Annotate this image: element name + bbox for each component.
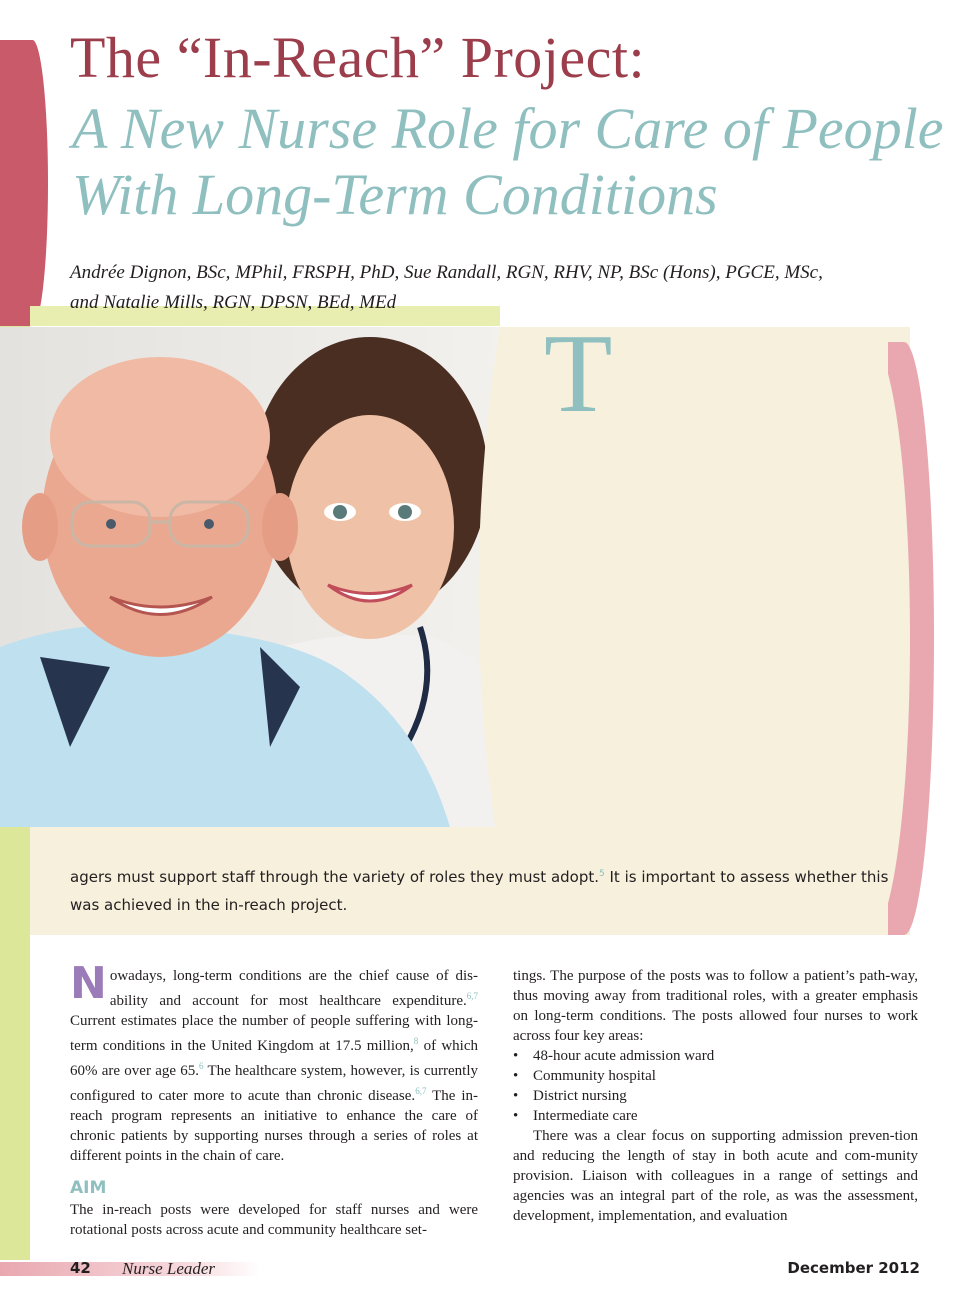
body-paragraph: tings. The purpose of the posts was to follow a patient’s path-way, thus moving away from traditional roles, with a greater emphasis on long-term conditions. The posts allowed four nurses to work across four key areas: [513, 968, 918, 1044]
abstract-text-span: It is important to assess whether this [604, 868, 889, 886]
abstract-line: was achieved in the in-reach project. [70, 896, 348, 914]
list-item: • Community hospital [513, 1066, 918, 1086]
citation: 6 [199, 1061, 204, 1071]
abstract-line [70, 868, 888, 886]
body-paragraph [70, 958, 478, 1166]
body-dropcap: N [70, 958, 107, 1009]
body-paragraph: The in-reach posts were developed for staff nurses and were rotational posts across acute and community healthcare set- [70, 1202, 478, 1238]
left-accent-curve [22, 40, 48, 326]
page-number: 42 [70, 1259, 91, 1277]
title-line-3: With Long-Term Conditions [72, 162, 718, 227]
photo-illustration [0, 327, 540, 827]
citation: 5 [599, 869, 605, 879]
abstract-dropcap: T [544, 312, 613, 436]
body-text: of which 60% are over age 65. [70, 1038, 478, 1079]
body-column-left [70, 958, 478, 1240]
body-text: The healthcare system, however, is currently configured to cater more to acute than chronic disease. [70, 1063, 478, 1104]
body-text: owadays, long-term conditions are the chief cause of dis-ability and account for most healthcare expenditure. [109, 968, 478, 1009]
section-heading-aim: AIM [70, 1178, 107, 1198]
list-item: • 48-hour acute admission ward [513, 1046, 918, 1066]
author-list [70, 258, 950, 318]
citation: 6,7 [466, 991, 478, 1001]
body-text: Current estimates place the number of people suffering with long-term conditions in the United Kingdom at 17.5 million, [70, 1013, 478, 1054]
list-item: • Intermediate care [513, 1106, 918, 1126]
list-item: • District nursing [513, 1086, 918, 1106]
title-line-1: The “In-Reach” Project: [70, 25, 646, 90]
article-photo [0, 327, 540, 827]
key-areas-list [513, 1046, 918, 1126]
citation: 8 [413, 1036, 419, 1046]
journal-name: Nurse Leader [122, 1259, 216, 1278]
title-line-2: A New Nurse Role for Care of People [72, 96, 944, 161]
title-subtitle [72, 96, 944, 228]
body-text: The in-reach program represents an initiative to enhance the care of chronic patients by supporting nurses through a series of roles at different points in the chain of care. [70, 1088, 478, 1164]
abstract-text-span: agers must support staff through the variety of roles they must adopt. [70, 868, 599, 886]
body-paragraph: There was a clear focus on supporting admission preven-tion and reducing the length of stay in both acute and com-munity provision. Liaison with colleagues in a range of settings and agencies was an integral part of the role, as was the assessment, development, implementation, and evaluation [513, 1128, 918, 1224]
body-column-right [513, 966, 918, 1226]
authors-line-1: Andrée Dignon, BSc, MPhil, FRSPH, PhD, Sue Randall, RGN, RHV, NP, BSc (Hons), PGCE, MSc, [70, 262, 823, 283]
citation: 6,7 [415, 1086, 427, 1096]
issue-date: December 2012 [787, 1259, 920, 1277]
authors-line-2: and Natalie Mills, RGN, DPSN, BEd, MEd [70, 292, 397, 313]
